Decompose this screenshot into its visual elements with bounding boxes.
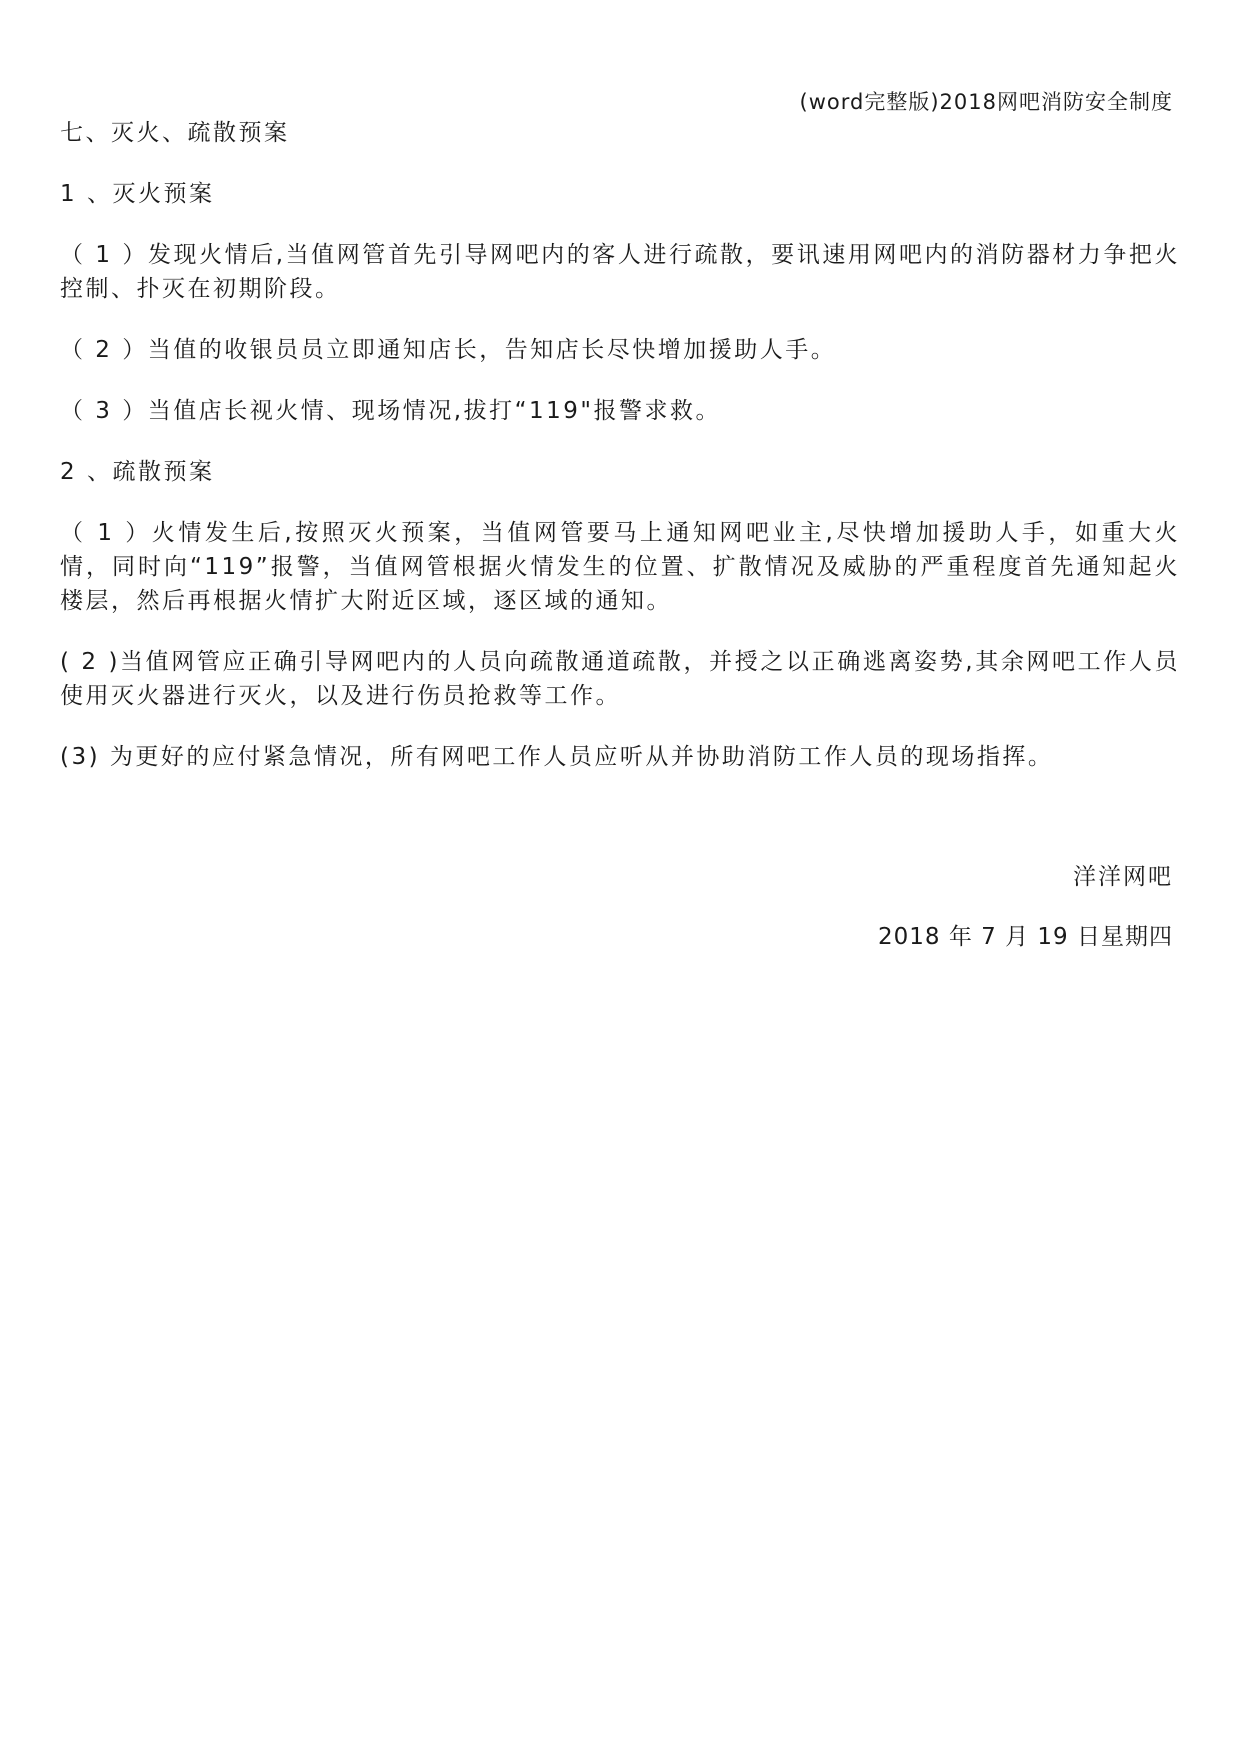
fire-plan-item-1: （ 1 ）发现火情后,当值网管首先引导网吧内的客人进行疏散，要讯速用网吧内的消防器材力争把火控制、扑灭在初期阶段。 <box>60 242 1180 302</box>
document-date: 2018 年 7 月 19 日星期四 <box>878 924 1173 950</box>
fire-plan-item-2: （ 2 ）当值的收银员员立即通知店长，告知店长尽快增加援助人手。 <box>60 337 837 363</box>
signature: 洋洋网吧 <box>1073 864 1173 890</box>
evacuation-plan-item-2: ( 2 )当值网管应正确引导网吧内的人员向疏散通道疏散，并授之以正确逃离姿势,其余网吧工作人员使用灭火器进行灭火，以及进行伤员抢救等工作。 <box>60 649 1180 709</box>
fire-plan-item-3: （ 3 ）当值店长视火情、现场情况,拔打“119"报警求救。 <box>60 398 721 424</box>
subsection-heading-fire-extinguishing: 1 、灭火预案 <box>60 181 215 207</box>
document-body <box>60 116 1180 801</box>
section-title: 七、灭火、疏散预案 <box>60 120 290 146</box>
evacuation-plan-item-3: (3) 为更好的应付紧急情况，所有网吧工作人员应听从并协助消防工作人员的现场指挥。 <box>60 744 1054 770</box>
evacuation-plan-item-1: （ 1 ）火情发生后,按照灭火预案，当值网管要马上通知网吧业主,尽快增加援助人手，如重大火情，同时向“119”报警，当值网管根据火情发生的位置、扩散情况及威胁的严重程度首先通知起火楼层，然后再根据火情扩大附近区域，逐区域的通知。 <box>60 520 1180 614</box>
running-header: (word完整版)2018网吧消防安全制度 <box>799 90 1173 114</box>
subsection-heading-evacuation: 2 、疏散预案 <box>60 459 215 485</box>
